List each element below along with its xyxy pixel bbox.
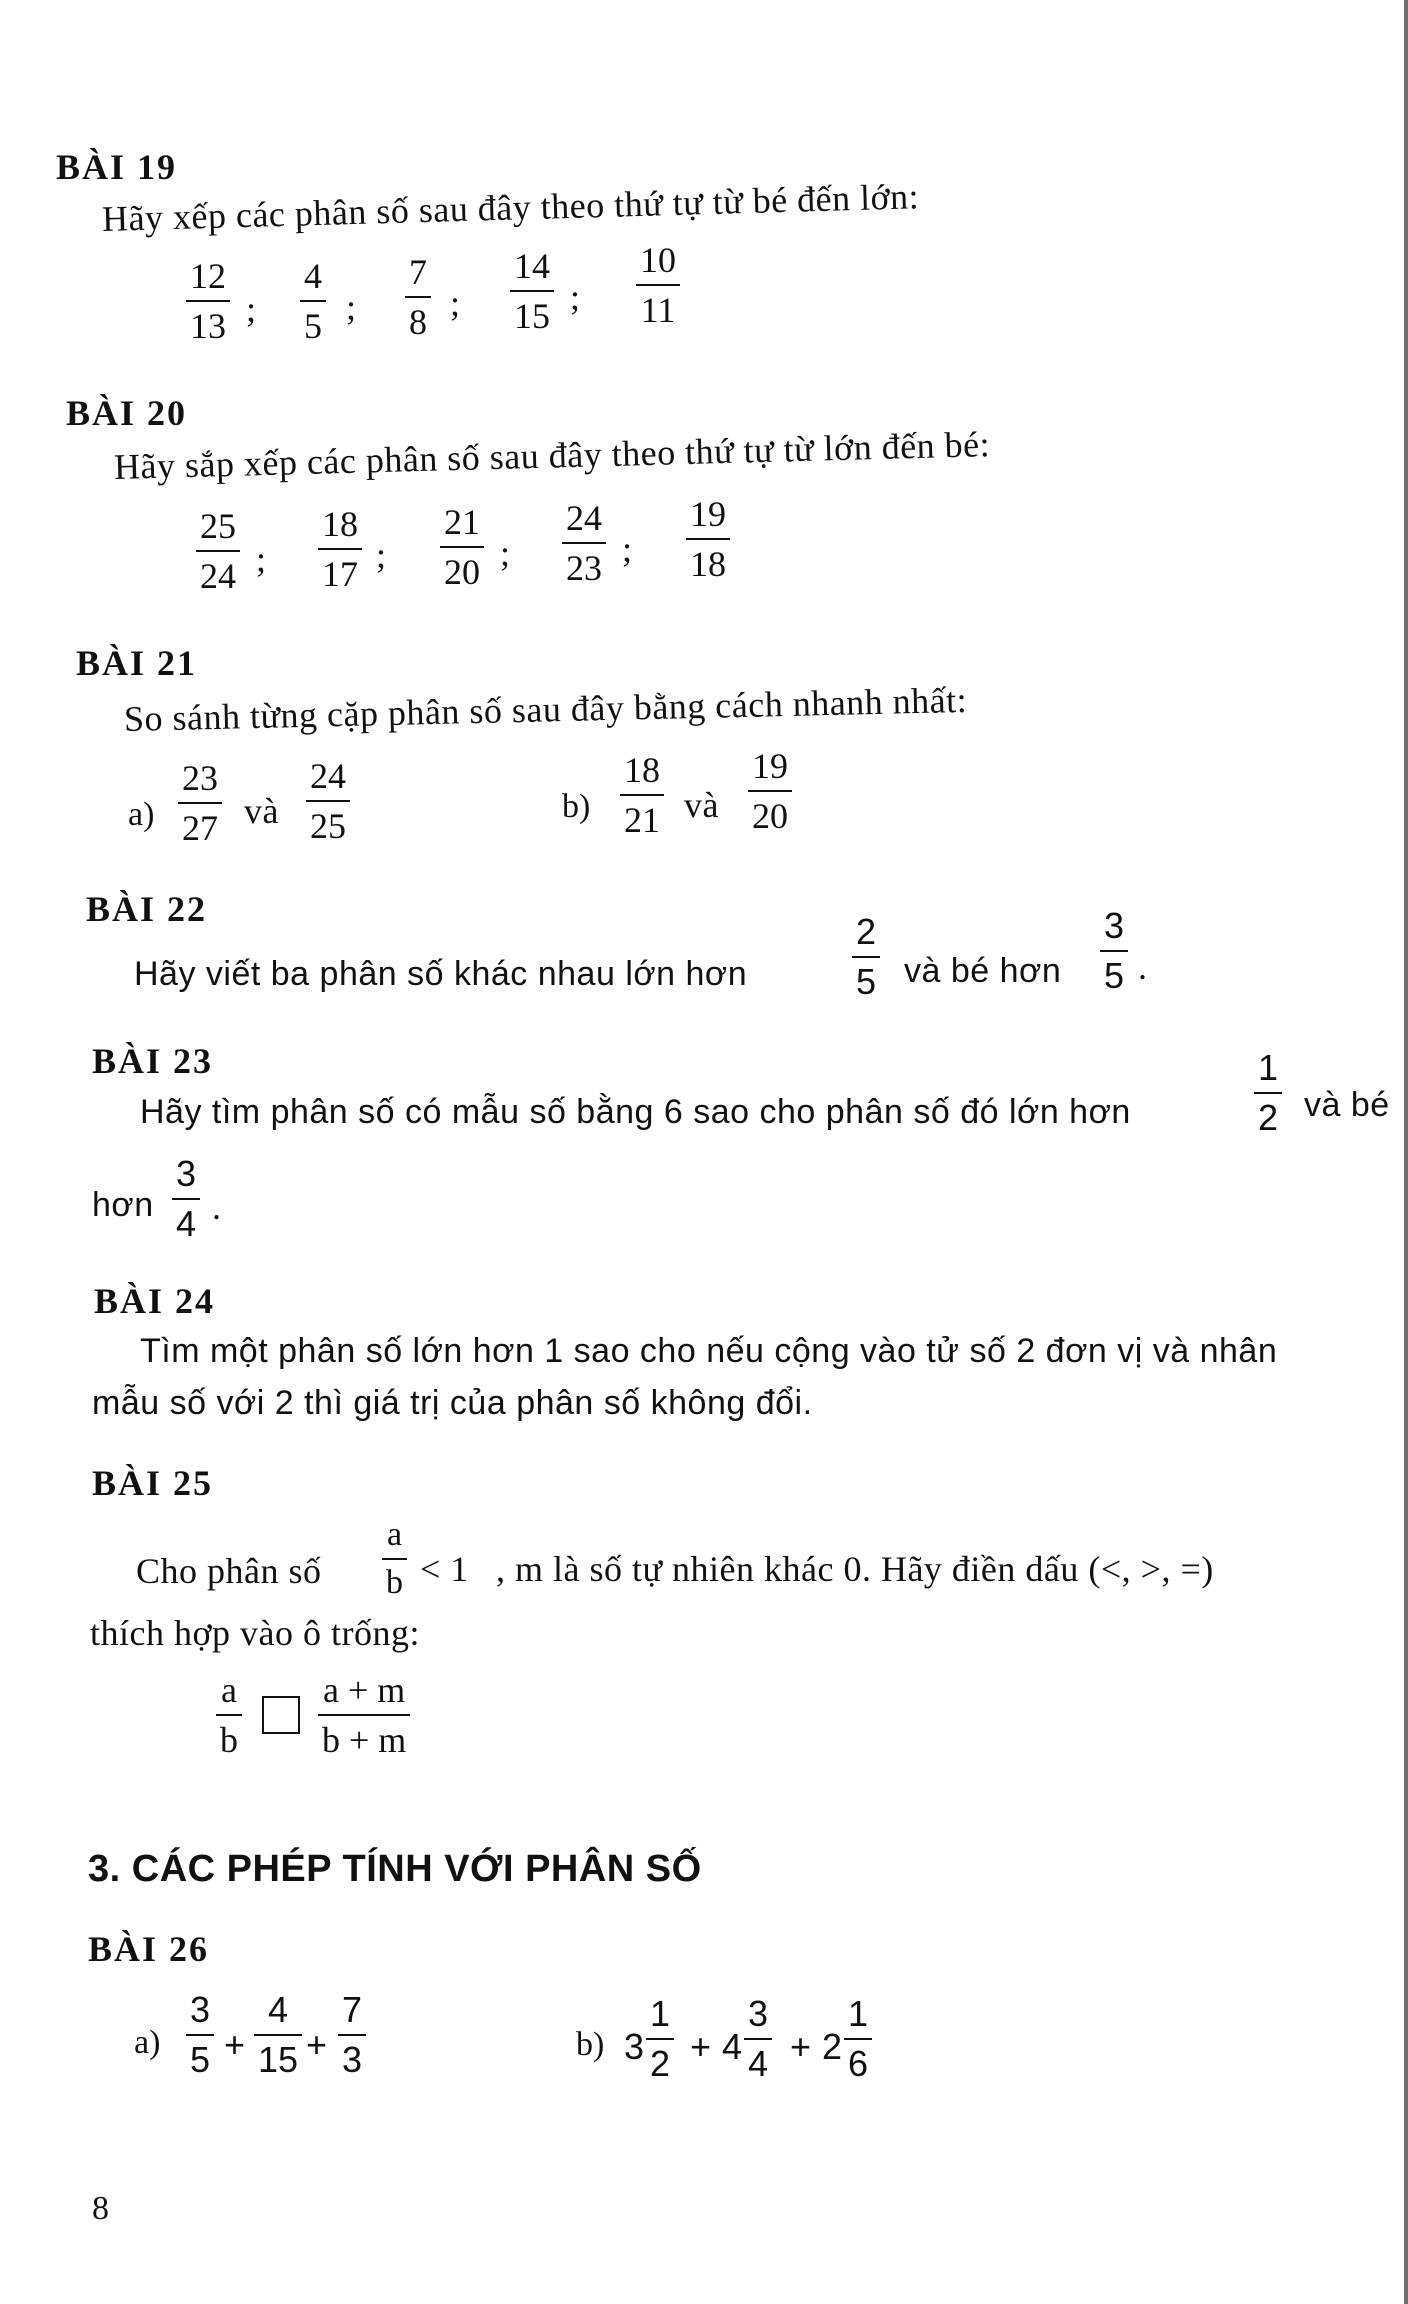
bai-23-text-part1: Hãy tìm phân số có mẫu số bằng 6 sao cho phân số đó lớn hơn	[140, 1093, 1131, 1131]
plus-sign: +	[690, 2026, 712, 2067]
fraction: 3 5	[186, 1992, 214, 2078]
fraction: 3 4	[172, 1156, 200, 1242]
bai-23-text-part2: và bé	[1304, 1086, 1390, 1124]
separator: ;	[500, 533, 511, 573]
fraction: 23 27	[178, 760, 222, 846]
fraction: 2 5	[852, 914, 880, 1000]
separator: ;	[346, 287, 357, 327]
bai-20-text: Hãy sắp xếp các phân số sau đây theo thứ tự từ lớn đến bé:	[113, 424, 991, 487]
period: .	[1138, 947, 1148, 987]
section-3-title: 3. CÁC PHÉP TÍNH VỚI PHÂN SỐ	[88, 1848, 702, 1890]
whole-number: 4	[722, 2026, 743, 2067]
separator: ;	[570, 277, 581, 317]
and-word: và	[244, 791, 279, 831]
fraction: 14 15	[510, 248, 554, 334]
fraction: 12 13	[186, 258, 230, 344]
bai-19-title: BÀI 19	[56, 147, 178, 187]
fraction: 24 23	[562, 500, 606, 586]
bai-22-text-part1: Hãy viết ba phân số khác nhau lớn hơn	[134, 955, 748, 993]
part-b-label: b)	[562, 788, 591, 825]
separator: ;	[246, 289, 257, 329]
separator: ;	[450, 283, 461, 323]
bai-25-text-part3: , m là số tự nhiên khác 0. Hãy điền dấu (<, >, =)	[496, 1549, 1214, 1589]
fraction: a + m b + m	[318, 1672, 410, 1758]
whole-number: 3	[624, 2026, 645, 2067]
fraction: 21 20	[440, 504, 484, 590]
bai-19-text: Hãy xếp các phân số sau đây theo thứ tự từ bé đến lớn:	[101, 176, 920, 239]
fraction: 19 20	[748, 748, 792, 834]
part-a-label: a)	[134, 2024, 161, 2061]
bai-25-line2: thích hợp vào ô trống:	[90, 1613, 420, 1653]
fraction: 1 2	[646, 1996, 674, 2082]
fraction: a b	[382, 1518, 407, 1600]
fraction: 4 5	[300, 258, 326, 344]
separator: ;	[256, 539, 267, 579]
plus-sign: +	[790, 2026, 812, 2067]
part-b-label: b)	[576, 2026, 605, 2063]
fraction: 19 18	[686, 496, 730, 582]
fraction: 7 3	[338, 1992, 366, 2078]
answer-box[interactable]	[262, 1696, 300, 1734]
fraction: 3 4	[744, 1996, 772, 2082]
plus-sign: +	[224, 2024, 246, 2065]
fraction: 7 8	[405, 254, 431, 340]
bai-24-title: BÀI 24	[94, 1281, 216, 1321]
bai-23-title: BÀI 23	[92, 1041, 214, 1081]
fraction: 18 21	[620, 752, 664, 838]
fraction: 3 5	[1100, 908, 1128, 994]
bai-21-text: So sánh từng cặp phân số sau đây bằng cách nhanh nhất:	[123, 679, 968, 739]
fraction: a b	[216, 1672, 242, 1758]
part-a-label: a)	[128, 796, 155, 833]
fraction: 10 11	[636, 242, 680, 328]
period: .	[212, 1187, 222, 1227]
bai-25-title: BÀI 25	[92, 1463, 214, 1503]
page-number: 8	[92, 2190, 109, 2227]
plus-sign: +	[306, 2024, 328, 2065]
bai-23-text-part3: hơn	[92, 1186, 154, 1224]
page-edge-line	[1404, 0, 1408, 2304]
bai-24-line1: Tìm một phân số lớn hơn 1 sao cho nếu cộng vào tử số 2 đơn vị và nhân	[140, 1332, 1278, 1370]
fraction: 18 17	[318, 506, 362, 592]
separator: ;	[376, 535, 387, 575]
bai-22-text-part2: và bé hơn	[904, 952, 1062, 990]
bai-24-line2: mẫu số với 2 thì giá trị của phân số không đổi.	[92, 1384, 813, 1422]
whole-number: 2	[822, 2026, 843, 2067]
fraction: 24 25	[306, 758, 350, 844]
bai-21-title: BÀI 21	[76, 643, 198, 683]
bai-26-title: BÀI 26	[88, 1929, 210, 1969]
bai-25-text-part2: < 1	[420, 1549, 469, 1589]
bai-25-text-part1: Cho phân số	[136, 1551, 322, 1591]
fraction: 1 6	[844, 1996, 872, 2082]
bai-20-title: BÀI 20	[66, 393, 188, 433]
fraction: 25 24	[196, 508, 240, 594]
fraction: 4 15	[254, 1992, 302, 2078]
fraction: 1 2	[1254, 1050, 1282, 1136]
bai-22-title: BÀI 22	[86, 889, 208, 929]
separator: ;	[622, 529, 633, 569]
and-word: và	[684, 785, 719, 825]
